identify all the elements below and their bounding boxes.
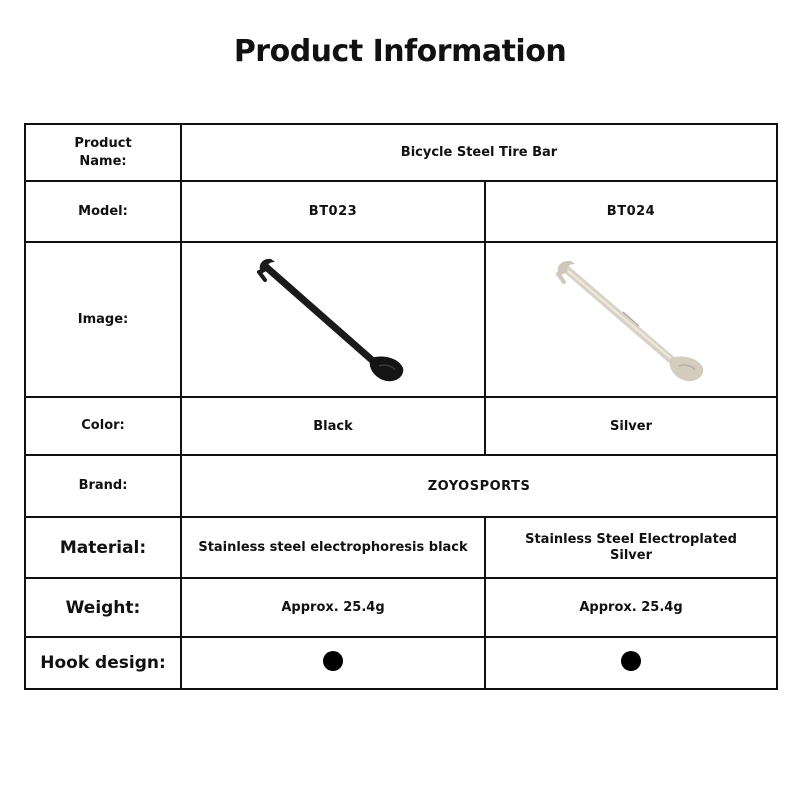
weight-black: Approx. 25.4g	[181, 578, 485, 637]
image-label: Image:	[25, 242, 181, 397]
product-info-table	[24, 123, 778, 690]
row-color	[25, 397, 777, 455]
image-cell-black	[181, 242, 485, 397]
model-bt024: BT024	[485, 181, 777, 242]
image-cell-silver	[485, 242, 777, 397]
tire-lever-black-icon	[233, 250, 433, 390]
row-product-name	[25, 124, 777, 181]
row-hook-design	[25, 637, 777, 689]
color-black: Black	[181, 397, 485, 455]
material-label: Material:	[25, 517, 181, 578]
product-name-label-line1: Product	[74, 135, 132, 151]
brand-label: Brand:	[25, 455, 181, 517]
color-label: Color:	[25, 397, 181, 455]
page-title: Product Information	[233, 34, 567, 69]
model-bt023: BT023	[181, 181, 485, 242]
hook-design-label: Hook design:	[25, 637, 181, 689]
material-silver	[485, 517, 777, 578]
weight-label: Weight:	[25, 578, 181, 637]
material-silver-line2: Silver	[610, 547, 652, 563]
filled-circle-icon	[621, 651, 641, 671]
tire-lever-silver-icon	[531, 250, 731, 390]
material-black: Stainless steel electrophoresis black	[181, 517, 485, 578]
hook-silver	[485, 637, 777, 689]
weight-silver: Approx. 25.4g	[485, 578, 777, 637]
filled-circle-icon	[323, 651, 343, 671]
row-weight	[25, 578, 777, 637]
row-brand	[25, 455, 777, 517]
product-name-label	[25, 124, 181, 181]
hook-black	[181, 637, 485, 689]
product-name-label-line2: Name:	[79, 153, 127, 169]
model-label: Model:	[25, 181, 181, 242]
product-name-value: Bicycle Steel Tire Bar	[181, 124, 777, 181]
brand-value: ZOYOSPORTS	[181, 455, 777, 517]
row-image	[25, 242, 777, 397]
row-model	[25, 181, 777, 242]
color-silver: Silver	[485, 397, 777, 455]
row-material	[25, 517, 777, 578]
material-silver-line1: Stainless Steel Electroplated	[525, 531, 737, 547]
